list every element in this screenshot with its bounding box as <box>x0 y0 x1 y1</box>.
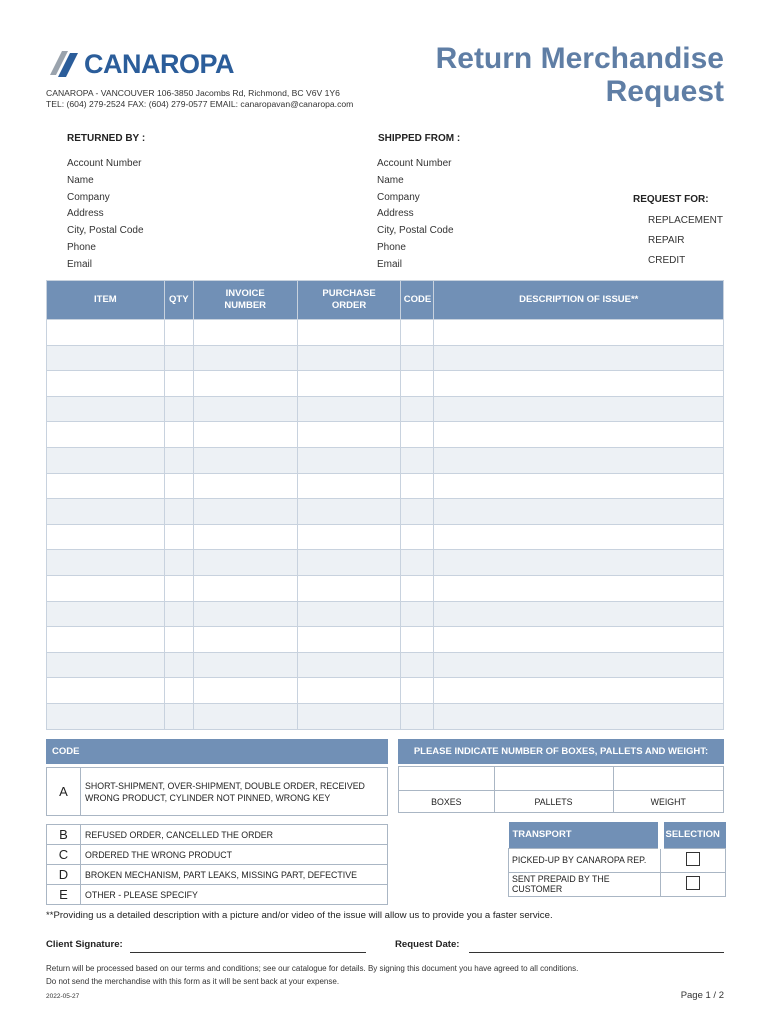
description-cell[interactable] <box>434 703 724 729</box>
col-invoice-number: INVOICE NUMBER <box>193 281 297 320</box>
description-cell[interactable] <box>434 473 724 499</box>
code-cell[interactable] <box>401 703 434 729</box>
code-cell[interactable] <box>401 396 434 422</box>
invoice-cell[interactable] <box>193 524 297 550</box>
weight-label: WEIGHT <box>613 791 723 813</box>
qty-cell[interactable] <box>164 473 193 499</box>
shipped-from-name[interactable]: Name <box>377 175 404 186</box>
returned-by-address[interactable]: Address <box>67 208 104 219</box>
page-number: Page 1 / 2 <box>680 990 724 1001</box>
qty-cell[interactable] <box>164 703 193 729</box>
po-cell[interactable] <box>297 627 401 653</box>
item-cell[interactable] <box>47 601 165 627</box>
transport-option-prepaid: SENT PREPAID BY THE CUSTOMER <box>509 872 661 896</box>
code-cell[interactable] <box>401 652 434 678</box>
client-signature-line[interactable] <box>130 952 366 953</box>
po-cell[interactable] <box>297 422 401 448</box>
table-row <box>47 678 724 704</box>
returned-by-account-number[interactable]: Account Number <box>67 158 142 169</box>
po-cell[interactable] <box>297 345 401 371</box>
table-row <box>47 422 724 448</box>
shipped-from-company[interactable]: Company <box>377 192 420 203</box>
table-row <box>47 575 724 601</box>
request-date-line[interactable] <box>469 952 724 953</box>
pallets-input[interactable] <box>494 767 613 791</box>
transport-option-pickup: PICKED-UP BY CANAROPA REP. <box>509 848 661 872</box>
code-cell[interactable] <box>401 499 434 525</box>
item-cell[interactable] <box>47 345 165 371</box>
qty-cell[interactable] <box>164 601 193 627</box>
code-cell[interactable] <box>401 422 434 448</box>
description-cell[interactable] <box>434 678 724 704</box>
item-cell[interactable] <box>47 499 165 525</box>
boxes-pallets-weight-table <box>398 766 724 813</box>
description-cell[interactable] <box>434 396 724 422</box>
code-cell[interactable] <box>401 371 434 397</box>
invoice-cell[interactable] <box>193 345 297 371</box>
invoice-cell[interactable] <box>193 703 297 729</box>
item-cell[interactable] <box>47 524 165 550</box>
description-cell[interactable] <box>434 371 724 397</box>
qty-cell[interactable] <box>164 320 193 346</box>
code-cell[interactable] <box>401 550 434 576</box>
po-cell[interactable] <box>297 371 401 397</box>
qty-cell[interactable] <box>164 678 193 704</box>
po-cell[interactable] <box>297 678 401 704</box>
qty-cell[interactable] <box>164 422 193 448</box>
boxes-input[interactable] <box>399 767 495 791</box>
selection-heading: SELECTION <box>661 822 726 848</box>
code-description: BROKEN MECHANISM, PART LEAKS, MISSING PART, DEFECTIVE <box>85 869 357 880</box>
po-cell[interactable] <box>297 473 401 499</box>
qty-cell[interactable] <box>164 345 193 371</box>
invoice-cell[interactable] <box>193 422 297 448</box>
code-row-b <box>46 824 388 845</box>
shipped-from-email[interactable]: Email <box>377 259 403 270</box>
code-row-e <box>46 885 388 905</box>
table-row <box>47 396 724 422</box>
table-header-row <box>47 281 724 320</box>
code-description: OTHER - PLEASE SPECIFY <box>85 889 198 900</box>
code-description: ORDERED THE WRONG PRODUCT <box>85 849 232 860</box>
code-letter: A <box>47 768 81 815</box>
po-cell[interactable] <box>297 550 401 576</box>
transport-heading: TRANSPORT <box>509 822 661 848</box>
boxes-label: BOXES <box>399 791 495 813</box>
code-cell[interactable] <box>401 447 434 473</box>
table-row <box>47 371 724 397</box>
po-cell[interactable] <box>297 575 401 601</box>
table-row <box>47 345 724 371</box>
qty-cell[interactable] <box>164 499 193 525</box>
weight-input[interactable] <box>613 767 723 791</box>
item-cell[interactable] <box>47 575 165 601</box>
code-description: SHORT-SHIPMENT, OVER-SHIPMENT, DOUBLE ORDER, RECEIVED WRONG PRODUCT, CYLINDER NOT PINNED, WRONG KEY <box>85 780 365 803</box>
description-note: **Providing us a detailed description with a picture and/or video of the issue will allow us to provide you a faster service. <box>46 910 553 921</box>
invoice-cell[interactable] <box>193 678 297 704</box>
table-row <box>47 473 724 499</box>
po-cell[interactable] <box>297 703 401 729</box>
item-cell[interactable] <box>47 678 165 704</box>
col-qty: QTY <box>164 281 193 320</box>
table-row <box>47 550 724 576</box>
invoice-cell[interactable] <box>193 627 297 653</box>
description-cell[interactable] <box>434 601 724 627</box>
invoice-cell[interactable] <box>193 652 297 678</box>
returned-by-heading: RETURNED BY : <box>67 133 146 144</box>
item-cell[interactable] <box>47 652 165 678</box>
item-cell[interactable] <box>47 447 165 473</box>
item-cell[interactable] <box>47 550 165 576</box>
transport-table <box>508 822 726 897</box>
code-row-c <box>46 845 388 865</box>
invoice-cell[interactable] <box>193 320 297 346</box>
company-contact: TEL: (604) 279-2524 FAX: (604) 279-0577 EMAIL: canaropavan@canaropa.com <box>46 99 354 109</box>
shipped-from-city-postal[interactable]: City, Postal Code <box>377 225 454 236</box>
shipped-from-address[interactable]: Address <box>377 208 414 219</box>
terms-line-1: Return will be processed based on our terms and conditions; see our catalogue for details. By signing this document you have agreed to all conditions. <box>46 964 579 973</box>
request-option-replacement[interactable]: REPLACEMENT <box>648 215 724 226</box>
po-cell[interactable] <box>297 499 401 525</box>
pallets-label: PALLETS <box>494 791 613 813</box>
po-cell[interactable] <box>297 447 401 473</box>
col-description: DESCRIPTION OF ISSUE** <box>434 281 724 320</box>
table-row <box>47 524 724 550</box>
description-cell[interactable] <box>434 345 724 371</box>
client-signature-label: Client Signature: <box>46 939 123 950</box>
code-cell[interactable] <box>401 678 434 704</box>
description-cell[interactable] <box>434 652 724 678</box>
shipped-from-heading: SHIPPED FROM : <box>378 133 461 144</box>
code-cell[interactable] <box>401 473 434 499</box>
page-title <box>436 42 724 108</box>
canaropa-logo-icon <box>46 47 80 81</box>
title-line-1: Return Merchandise <box>435 42 724 75</box>
po-cell[interactable] <box>297 320 401 346</box>
table-row <box>47 320 724 346</box>
invoice-cell[interactable] <box>193 575 297 601</box>
description-cell[interactable] <box>434 627 724 653</box>
table-row <box>47 447 724 473</box>
boxes-heading: PLEASE INDICATE NUMBER OF BOXES, PALLETS AND WEIGHT: <box>398 739 724 764</box>
description-cell[interactable] <box>434 550 724 576</box>
invoice-cell[interactable] <box>193 601 297 627</box>
prepaid-checkbox[interactable] <box>686 876 700 890</box>
code-row-a <box>46 767 388 816</box>
code-letter: E <box>47 885 81 904</box>
version-date: 2022-05-27 <box>46 993 80 1000</box>
returned-by-city-postal[interactable]: City, Postal Code <box>67 225 144 236</box>
pickup-checkbox[interactable] <box>686 852 700 866</box>
invoice-cell[interactable] <box>193 371 297 397</box>
table-row <box>47 652 724 678</box>
terms-line-2: Do not send the merchandise with this form as it will be sent back at your expense. <box>46 977 340 986</box>
qty-cell[interactable] <box>164 396 193 422</box>
code-cell[interactable] <box>401 524 434 550</box>
col-item: ITEM <box>47 281 165 320</box>
item-cell[interactable] <box>47 396 165 422</box>
request-option-credit[interactable]: CREDIT <box>648 255 686 266</box>
returned-by-email[interactable]: Email <box>67 259 93 270</box>
col-code: CODE <box>401 281 434 320</box>
request-date-label: Request Date: <box>395 939 460 950</box>
returned-by-company[interactable]: Company <box>67 192 110 203</box>
description-cell[interactable] <box>434 320 724 346</box>
item-cell[interactable] <box>47 473 165 499</box>
returned-by-name[interactable]: Name <box>67 175 94 186</box>
qty-cell[interactable] <box>164 652 193 678</box>
item-cell[interactable] <box>47 627 165 653</box>
code-legend-heading: CODE <box>46 739 388 764</box>
po-cell[interactable] <box>297 524 401 550</box>
company-logo <box>46 44 246 84</box>
returned-by-phone[interactable]: Phone <box>67 242 96 253</box>
code-letter: D <box>47 865 81 884</box>
col-purchase-order: PURCHASE ORDER <box>297 281 401 320</box>
item-cell[interactable] <box>47 422 165 448</box>
po-cell[interactable] <box>297 652 401 678</box>
code-cell[interactable] <box>401 627 434 653</box>
qty-cell[interactable] <box>164 371 193 397</box>
code-row-d <box>46 865 388 885</box>
code-cell[interactable] <box>401 575 434 601</box>
company-address: CANAROPA - VANCOUVER 106-3850 Jacombs Rd, Richmond, BC V6V 1Y6 <box>46 88 340 98</box>
table-row <box>47 601 724 627</box>
invoice-cell[interactable] <box>193 447 297 473</box>
code-letter: B <box>47 825 81 844</box>
description-cell[interactable] <box>434 524 724 550</box>
code-cell[interactable] <box>401 345 434 371</box>
request-for-heading: REQUEST FOR: <box>633 194 709 205</box>
return-items-table <box>46 280 724 730</box>
logo-text: CANAROPA <box>84 48 234 79</box>
code-legend <box>46 739 388 905</box>
table-row <box>47 499 724 525</box>
qty-cell[interactable] <box>164 524 193 550</box>
item-cell[interactable] <box>47 320 165 346</box>
description-cell[interactable] <box>434 499 724 525</box>
qty-cell[interactable] <box>164 575 193 601</box>
title-line-2: Request <box>605 75 724 108</box>
invoice-cell[interactable] <box>193 473 297 499</box>
table-row <box>47 703 724 729</box>
item-cell[interactable] <box>47 371 165 397</box>
description-cell[interactable] <box>434 447 724 473</box>
invoice-cell[interactable] <box>193 396 297 422</box>
description-cell[interactable] <box>434 422 724 448</box>
request-option-repair[interactable]: REPAIR <box>648 235 685 246</box>
qty-cell[interactable] <box>164 447 193 473</box>
shipped-from-account-number[interactable]: Account Number <box>377 158 452 169</box>
po-cell[interactable] <box>297 601 401 627</box>
qty-cell[interactable] <box>164 550 193 576</box>
qty-cell[interactable] <box>164 627 193 653</box>
invoice-cell[interactable] <box>193 550 297 576</box>
code-cell[interactable] <box>401 320 434 346</box>
shipped-from-phone[interactable]: Phone <box>377 242 406 253</box>
invoice-cell[interactable] <box>193 499 297 525</box>
code-description: REFUSED ORDER, CANCELLED THE ORDER <box>85 829 274 840</box>
table-row <box>47 627 724 653</box>
description-cell[interactable] <box>434 575 724 601</box>
item-cell[interactable] <box>47 703 165 729</box>
code-cell[interactable] <box>401 601 434 627</box>
code-letter: C <box>47 845 81 864</box>
po-cell[interactable] <box>297 396 401 422</box>
